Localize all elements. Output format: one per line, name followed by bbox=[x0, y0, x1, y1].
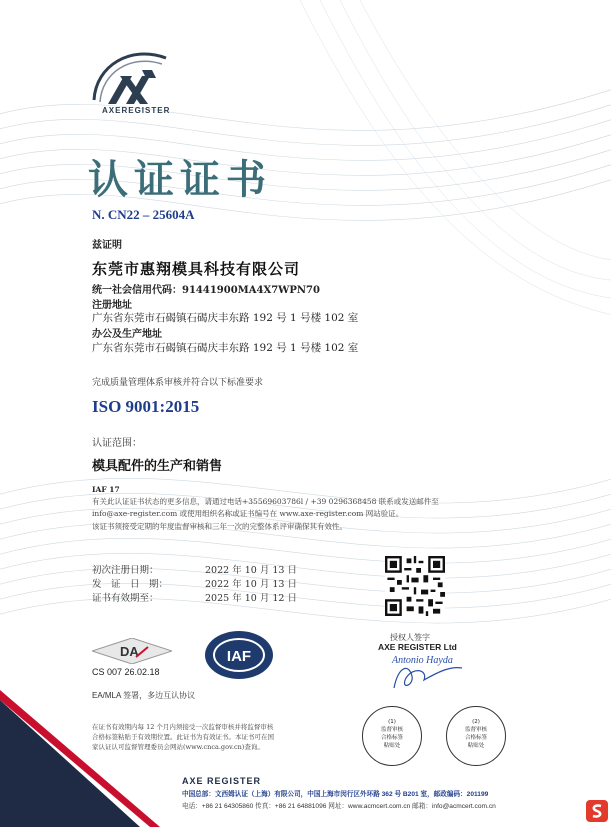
logo-text: AXEREGISTER bbox=[102, 106, 171, 115]
axe-register-logo bbox=[86, 40, 176, 120]
company-name: 东莞市惠翔模具科技有限公司 bbox=[92, 260, 301, 278]
signature-company: AXE REGISTER Ltd bbox=[378, 642, 457, 652]
da-accreditation-logo-icon bbox=[92, 638, 172, 664]
stamp-1-text-2: 合格标签 bbox=[380, 735, 403, 741]
date-label-expiry: 证书有效期至： bbox=[92, 593, 159, 604]
intro-text: 兹证明 bbox=[92, 240, 122, 251]
compliance-text: 完成质量管理体系审核并符合以下标准要求 bbox=[92, 378, 264, 388]
credit-code: 统一社会信用代码：91441900MA4X7WPN70 bbox=[92, 285, 320, 296]
office-address: 广东省东莞市石碣镇石碣庆丰东路 192 号 1 号楼 102 室 bbox=[92, 342, 359, 354]
certificate-number: N. CN22 – 25604A bbox=[92, 207, 195, 222]
stamp-2-text-2: 合格标签 bbox=[464, 735, 487, 741]
da-code: CS 007 26.02.18 bbox=[92, 667, 160, 677]
certification-scope: 模具配件的生产和销售 bbox=[92, 459, 223, 474]
footer-contact: 电话：+86 21 64305860 传真：+86 21 64881096 网址：www.acmcert.com.cn 邮箱：info@acmcert.com.cn bbox=[182, 803, 496, 810]
office-address-label: 办公及生产地址 bbox=[92, 329, 162, 340]
note-line-1: 有关此认证证书状态的更多信息，请通过电话+35569603786l / +39 0296368458 联系或发送邮件至 bbox=[92, 497, 439, 506]
date-value-expiry: 2025 年 10 月 12 日 bbox=[205, 593, 297, 604]
stamp-1-text-3: 粘贴处 bbox=[383, 743, 401, 749]
footer-headquarters: 中国总部：文西姆认证（上海）有限公司，中国上海市闵行区外环路 362 号 B201 室，邮政编码：201199 bbox=[182, 791, 489, 798]
qr-code-icon bbox=[385, 556, 445, 616]
notice-line-3: 家认证认可监督管理委员会网站(www.cnca.gov.cn)查询。 bbox=[92, 743, 264, 751]
notice-line-1: 在证书有效期内每 12 个月内须接受一次监督审核并将监督审核 bbox=[92, 723, 274, 731]
footer-brand: AXE REGISTER bbox=[182, 776, 262, 786]
da-logo-text: DA bbox=[120, 644, 139, 659]
signature-name: Antonio Hayda bbox=[392, 655, 453, 666]
surveillance-stamp-2 bbox=[446, 706, 506, 766]
stamp-1-number: (1) bbox=[388, 719, 396, 725]
date-value-initial: 2022 年 10 月 13 日 bbox=[205, 565, 297, 576]
surveillance-stamp-1 bbox=[362, 706, 422, 766]
notice-line-2: 合格标签粘贴于有效期位置。此证书为有效证书。本证书可在国 bbox=[92, 733, 274, 741]
date-value-issue: 2022 年 10 月 13 日 bbox=[205, 579, 297, 590]
note-line-3: 该证书须接受定期的年度监督审核和三年一次的完整体系评审确保其有效性。 bbox=[92, 522, 347, 531]
note-line-2: info@axe-register.com 或使用组织名称或证书编号在 www.axe-register.com 网站验证。 bbox=[92, 509, 404, 518]
stamp-2-text-1: 监督审核 bbox=[464, 727, 487, 733]
date-label-issue: 发 证 日 期： bbox=[92, 579, 169, 590]
stamp-1-text-1: 监督审核 bbox=[380, 727, 403, 733]
registered-address-label: 注册地址 bbox=[92, 300, 132, 311]
authorized-signature-label: 授权人签字 bbox=[390, 633, 430, 642]
iaf-logo-text: IAF bbox=[226, 648, 252, 665]
stamp-2-number: (2) bbox=[472, 719, 480, 725]
iso-standard: ISO 9001:2015 bbox=[92, 397, 200, 416]
registered-address: 广东省东莞市石碣镇石碣庆丰东路 192 号 1 号楼 102 室 bbox=[92, 312, 359, 324]
certificate-title: 认证证书 bbox=[88, 157, 272, 202]
handwritten-signature-icon bbox=[388, 658, 468, 694]
date-label-initial: 初次注册日期： bbox=[92, 565, 159, 576]
stamp-2-text-3: 粘贴处 bbox=[467, 743, 485, 749]
mla-text: EA/MLA 签署，多边互认协议 bbox=[92, 691, 196, 700]
corner-s-badge-icon bbox=[586, 800, 608, 822]
scope-label: 认证范围： bbox=[92, 438, 142, 449]
iaf-accreditation-logo-icon bbox=[204, 630, 274, 680]
iaf-code: IAF 17 bbox=[92, 485, 120, 494]
